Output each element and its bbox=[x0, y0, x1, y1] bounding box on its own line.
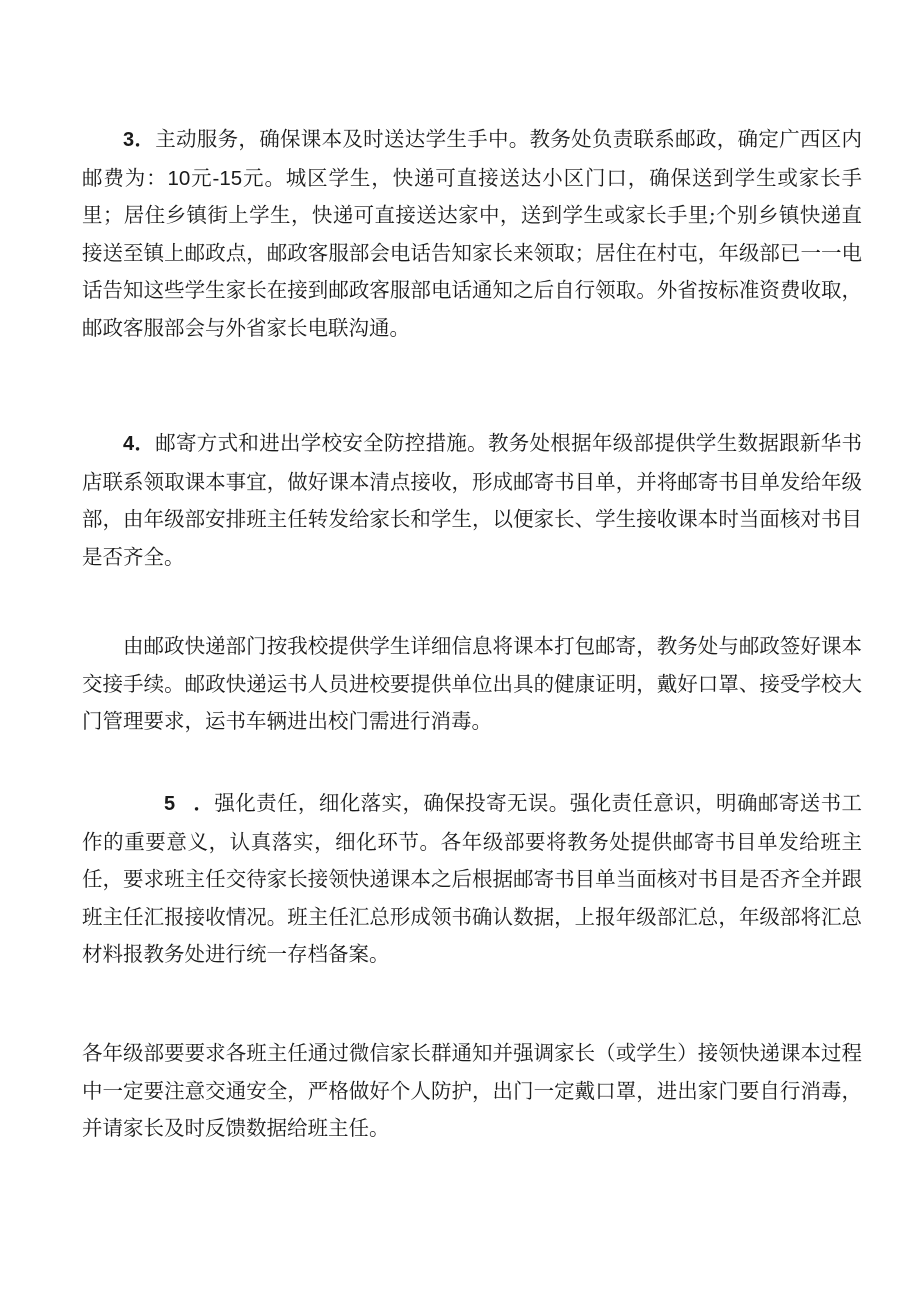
paragraph-text: 各年级部要要求各班主任通过微信家长群通知并强调家长（或学生）接领快递课本过程中一定要注意交通安全，严格做好个人防护，出门一定戴口罩，进出家门要自行消毒，并请家长及时反馈数据给班主任。 bbox=[82, 1041, 862, 1140]
paragraph-separator: ． bbox=[193, 792, 215, 815]
paragraph-text: 邮寄方式和进出学校安全防控措施。教务处根据年级部提供学生数据跟新华书店联系领取课本事宜，做好课本清点接收，形成邮寄书目单，并将邮寄书目单发给年级部，由年级部安排班主任转发给家长和学生，以便家长、学生接收课本时当面核对书目是否齐全。 bbox=[82, 431, 862, 569]
paragraph-number: 5 bbox=[164, 793, 176, 815]
paragraph-safety-notice bbox=[82, 1035, 862, 1148]
paragraph-separator: ． bbox=[134, 432, 156, 455]
paragraph-5 bbox=[82, 785, 862, 974]
paragraph-3 bbox=[82, 121, 862, 347]
paragraph-text: 强化责任，细化落实，确保投寄无误。强化责任意识，明确邮寄送书工作的重要意义，认真落实，细化环节。各年级部要将教务处提供邮寄书目单发给班主任，要求班主任交待家长接领快递课本之后根据邮寄书目单当面核对书目是否齐全并跟班主任汇报接收情况。班主任汇总形成领书确认数据，上报年级部汇总，年级部将汇总材料报教务处进行统一存档备案。 bbox=[82, 791, 862, 966]
paragraph-postal-delivery bbox=[82, 628, 862, 741]
paragraph-text: 主动服务，确保课本及时送达学生手中。教务处负责联系邮政，确定广西区内邮费为： bbox=[82, 127, 862, 190]
paragraph-4 bbox=[82, 425, 862, 576]
paragraph-text: 。城区学生，快递可直接送达小区门口，确保送到学生或家长手里；居住乡镇街上学生，快递可直接送达家中，送到学生或家长手里;个别乡镇快递直接送至镇上邮政点，邮政客服部会电话告知家长来领取；居住在村屯，年级部已一一电话告知这些学生家长在接到邮政客服部电话通知之后自行领取。外省按标准资费收取，邮政客服部会与外省家长电联沟通。 bbox=[82, 165, 863, 340]
paragraph-number: 4 bbox=[123, 433, 135, 455]
paragraph-text: 由邮政快递部门按我校提供学生详细信息将课本打包邮寄，教务处与邮政签好课本交接手续。邮政快递运书人员进校要提供单位出具的健康证明，戴好口罩、接受学校大门管理要求，运书车辆进出校门需进行消毒。 bbox=[82, 634, 862, 733]
paragraph-separator: ． bbox=[134, 128, 156, 151]
paragraph-number: 3 bbox=[123, 129, 135, 151]
postage-range: 10元-15元 bbox=[167, 166, 265, 190]
